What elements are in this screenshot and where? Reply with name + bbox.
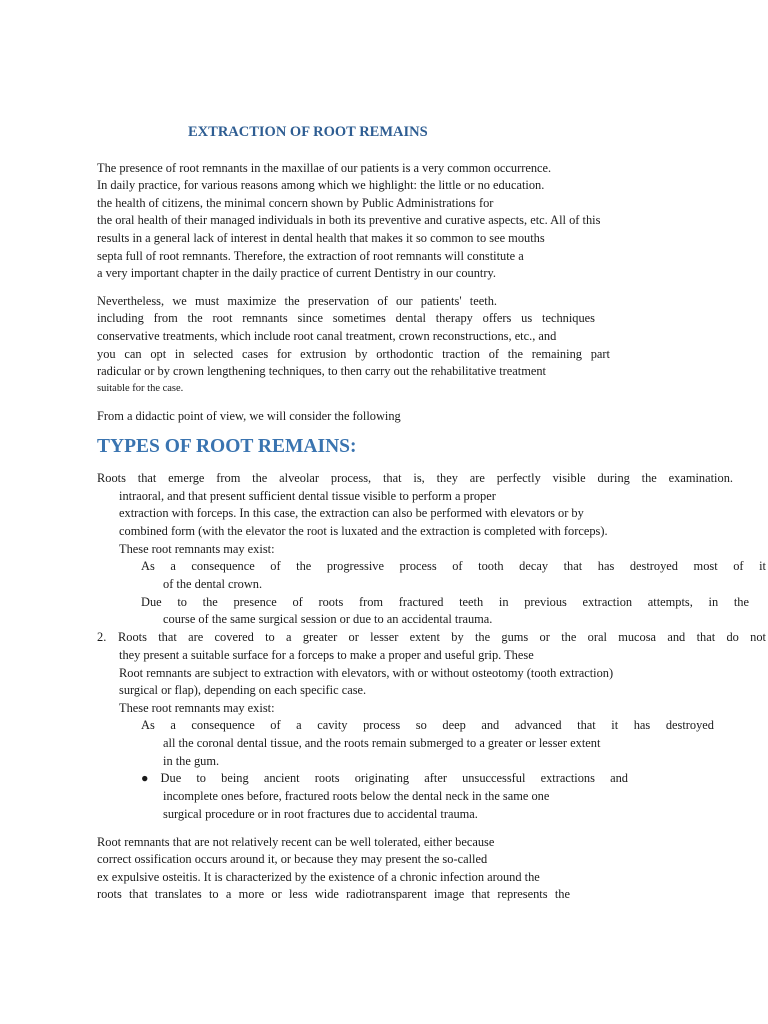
- sub-item-line: all the coronal dental tissue, and the roots remain submerged to a greater or lesser extent: [163, 736, 601, 750]
- list-item-2-line: Roots that are covered to a greater or lesser extent by the gums or the oral mucosa and that do not: [118, 630, 766, 644]
- list-item-2-line: Root remnants are subject to extraction with elevators, with or without osteotomy (tooth extraction): [119, 666, 614, 680]
- para1-line: results in a general lack of interest in dental health that makes it so common to see mouths: [97, 231, 545, 245]
- sub-item-line: course of the same surgical session or due to an accidental trauma.: [163, 612, 493, 626]
- para1-line: the oral health of their managed individuals in both its preventive and curative aspects, etc. All of this: [97, 213, 601, 227]
- para2-line: Nevertheless, we must maximize the preservation of our patients' teeth.: [97, 294, 497, 308]
- para1-line: a very important chapter in the daily practice of current Dentistry in our country.: [97, 266, 496, 280]
- para2-line: conservative treatments, which include root canal treatment, crown reconstructions, etc., and: [97, 329, 557, 343]
- list-item-1-line: These root remnants may exist:: [119, 542, 275, 556]
- sub-item-line: of the dental crown.: [163, 577, 263, 591]
- para2-line: radicular or by crown lengthening techniques, to then carry out the rehabilitative treatment: [97, 364, 546, 378]
- para4-line: Root remnants that are not relatively recent can be well tolerated, either because: [97, 835, 495, 849]
- list-item-1-line: combined form (with the elevator the root is luxated and the extraction is completed with forceps).: [119, 524, 608, 538]
- sub-item-line: As a consequence of the progressive process of tooth decay that has destroyed most of it: [141, 559, 766, 573]
- para1-line: The presence of root remnants in the maxillae of our patients is a very common occurrence.: [97, 161, 552, 175]
- list-item-1-line: extraction with forceps. In this case, the extraction can also be performed with elevators or by: [119, 506, 584, 520]
- sub-item-line: As a consequence of a cavity process so deep and advanced that it has destroyed: [141, 718, 714, 732]
- sub-item-line: surgical procedure or in root fractures due to accidental trauma.: [163, 807, 478, 821]
- sub-item-line: incomplete ones before, fractured roots below the dental neck in the same one: [163, 789, 550, 803]
- list-item-1-line: Roots that emerge from the alveolar process, that is, they are perfectly visible during the examination.: [97, 471, 733, 485]
- section-heading: TYPES OF ROOT REMAINS:: [97, 436, 357, 457]
- para1-line: the health of citizens, the minimal concern shown by Public Administrations for: [97, 196, 494, 210]
- para1-line: In daily practice, for various reasons among which we highlight: the little or no education.: [97, 178, 545, 192]
- list-item-2-line: These root remnants may exist:: [119, 701, 275, 715]
- sub-item-line: in the gum.: [163, 754, 220, 768]
- para2-line: suitable for the case.: [97, 383, 184, 394]
- list-item-1-line: intraoral, and that present sufficient dental tissue visible to perform a proper: [119, 489, 496, 503]
- list-item-2-line: surgical or flap), depending on each specific case.: [119, 683, 367, 697]
- para4-line: correct ossification occurs around it, or because they may present the so-called: [97, 852, 488, 866]
- para4-line: ex expulsive osteitis. It is characterized by the existence of a chronic infection around the: [97, 870, 540, 884]
- sub-item-line: ●Due to being ancient roots originating after unsuccessful extractions and: [141, 771, 628, 785]
- para2-line: including from the root remnants since sometimes dental therapy offers us techniques: [97, 311, 595, 325]
- para1-line: septa full of root remnants. Therefore, the extraction of root remnants will constitute a: [97, 249, 524, 263]
- list-item-2-marker: 2.: [97, 630, 107, 644]
- para2-line: you can opt in selected cases for extrusion by orthodontic traction of the remaining part: [97, 347, 610, 361]
- para4-line: roots that translates to a more or less wide radiotransparent image that represents the: [97, 887, 570, 901]
- para3-line: From a didactic point of view, we will consider the following: [97, 409, 401, 423]
- document-title: EXTRACTION OF ROOT REMAINS: [188, 124, 428, 140]
- list-item-2-line: they present a suitable surface for a forceps to make a proper and useful grip. These: [119, 648, 534, 662]
- sub-item-line: Due to the presence of roots from fractured teeth in previous extraction attempts, in the: [141, 595, 749, 609]
